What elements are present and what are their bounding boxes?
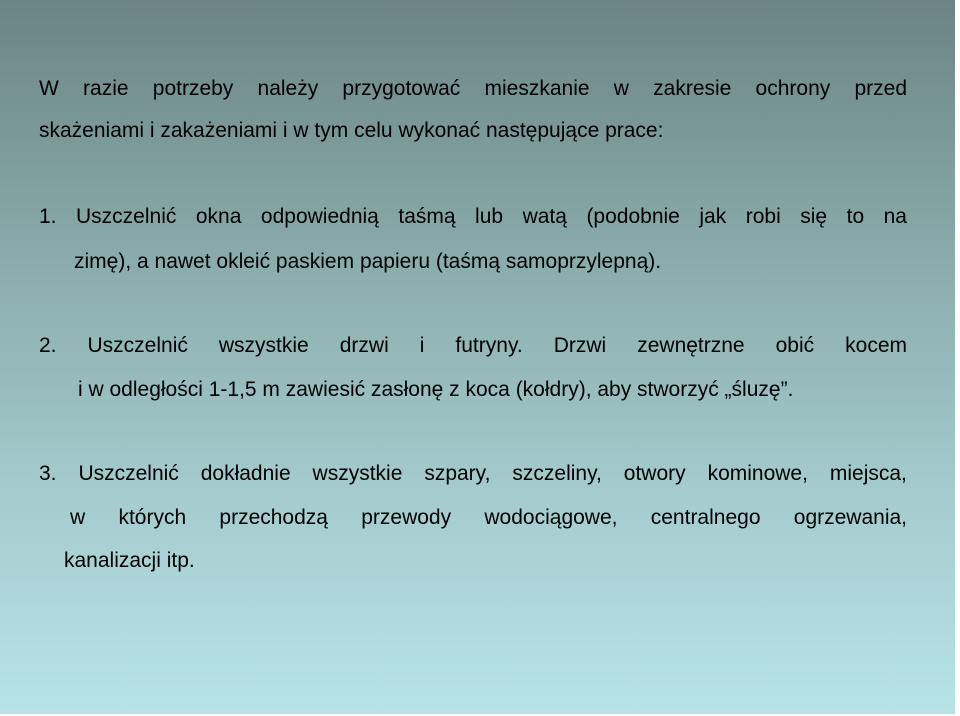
word: szczeliny,	[512, 462, 602, 485]
word: robi	[745, 205, 781, 228]
word: lub	[475, 205, 504, 228]
word: odpowiednią	[260, 205, 379, 228]
word: się	[800, 205, 828, 228]
word: wodociągowe,	[484, 506, 618, 529]
word: to	[846, 205, 865, 228]
word: w	[613, 77, 629, 100]
word: i	[419, 334, 425, 357]
word: Drzwi	[553, 334, 607, 357]
word: na	[883, 205, 907, 228]
word: obić	[775, 334, 815, 357]
word: W	[39, 77, 59, 100]
word: watą	[522, 205, 567, 228]
item-3-line-1	[39, 462, 907, 486]
word: mieszkanie	[484, 77, 590, 100]
word: szpary,	[424, 462, 491, 485]
word: których	[118, 506, 187, 529]
item-1-line-1	[39, 205, 907, 229]
item-2-line-2: i w odległości 1-1,5 m zawiesić zasłonę z koca (kołdry), aby stworzyć „śluzę”.	[78, 378, 794, 401]
word: przewody	[361, 506, 452, 529]
word: okna	[195, 205, 242, 228]
word: (podobnie	[586, 205, 680, 228]
word: 1.	[39, 205, 57, 228]
item-3-line-2	[70, 506, 907, 530]
word: przed	[854, 77, 907, 100]
word: wszystkie	[218, 334, 309, 357]
item-2-line-1	[39, 334, 907, 358]
word: w	[70, 506, 86, 529]
word: ogrzewania,	[793, 506, 907, 529]
word: zewnętrzne	[637, 334, 745, 357]
intro-line-1	[39, 77, 907, 101]
word: zakresie	[653, 77, 732, 100]
word: przygotować	[342, 77, 461, 100]
word: potrzeby	[152, 77, 234, 100]
word: wszystkie	[312, 462, 403, 485]
word: Uszczelnić	[76, 205, 177, 228]
word: centralnego	[650, 506, 761, 529]
word: jak	[699, 205, 727, 228]
word: kocem	[845, 334, 907, 357]
word: 3.	[39, 462, 57, 485]
item-1-line-2: zimę), a nawet okleić paskiem papieru (taśmą samoprzylepną).	[74, 250, 662, 273]
item-3-line-3: kanalizacji itp.	[64, 549, 195, 572]
word: należy	[257, 77, 319, 100]
word: futryny.	[455, 334, 523, 357]
word: dokładnie	[200, 462, 291, 485]
word: otwory	[623, 462, 686, 485]
intro-line-2: skażeniami i zakażeniami i w tym celu wykonać następujące prace:	[39, 119, 664, 142]
word: Uszczelnić	[87, 334, 188, 357]
word: drzwi	[339, 334, 389, 357]
word: ochrony	[755, 77, 831, 100]
word: 2.	[39, 334, 57, 357]
word: razie	[83, 77, 129, 100]
word: miejsca,	[829, 462, 907, 485]
word: kominowe,	[707, 462, 808, 485]
word: przechodzą	[219, 506, 328, 529]
word: Uszczelnić	[78, 462, 179, 485]
word: taśmą	[398, 205, 456, 228]
